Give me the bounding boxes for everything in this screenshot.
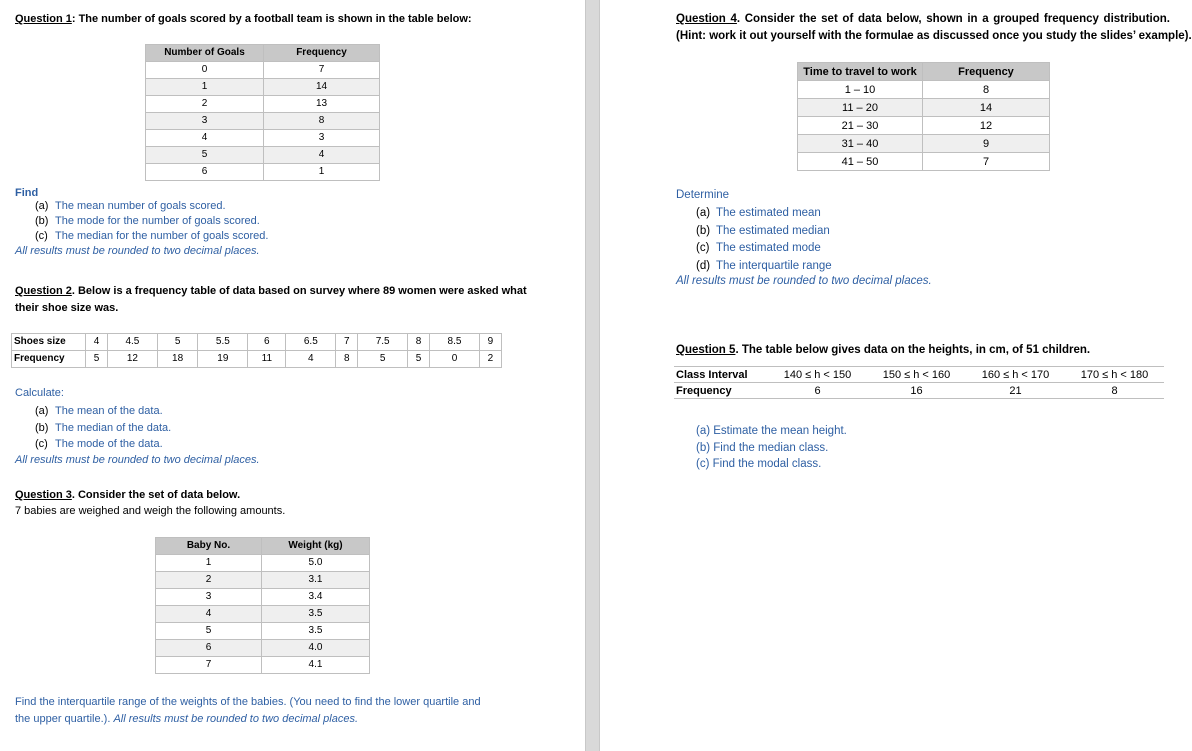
baby-table-cell: 2 — [156, 572, 262, 589]
shoe-size-cell: 9 — [479, 334, 501, 351]
weight-header: Weight (kg) — [262, 538, 370, 555]
q4-item-b: (b) The estimated median — [696, 224, 830, 237]
left-page — [0, 0, 585, 751]
goals-table-cell: 3 — [264, 130, 380, 147]
q2-item-a: (a) The mean of the data. — [35, 405, 163, 417]
goals-header: Number of Goals — [146, 45, 264, 62]
baby-table-cell: 1 — [156, 555, 262, 572]
q3-task-line1: Find the interquartile range of the weights of the babies. (You need to find the lower quartile and — [15, 696, 481, 708]
q1-item-c: (c) The median for the number of goals scored. — [35, 230, 269, 242]
goals-table-row — [146, 164, 380, 181]
goals-table-row — [146, 113, 380, 130]
q1-item-b: (b) The mode for the number of goals scored. — [35, 215, 260, 227]
q4-item-c: (c) The estimated mode — [696, 242, 821, 254]
shoe-size-cell: 4 — [86, 334, 108, 351]
travel-time-table — [797, 62, 1050, 171]
travel-frequency-header: Frequency — [923, 63, 1050, 81]
q4-items — [696, 205, 832, 275]
shoes-size-label: Shoes size — [12, 334, 86, 351]
travel-table-row — [798, 99, 1050, 117]
q1-heading — [15, 12, 472, 26]
q1-find-label: Find — [15, 187, 39, 199]
travel-table-cell: 41 – 50 — [798, 153, 923, 171]
q2-text-line2: their shoe size was. — [15, 302, 119, 314]
q2-note: All results must be rounded to two decimal places. — [15, 454, 260, 466]
travel-table-cell: 7 — [923, 153, 1050, 171]
baby-weight-table — [155, 537, 370, 674]
goals-table-cell: 3 — [146, 113, 264, 130]
baby-table-row — [156, 572, 370, 589]
class-interval-label: Class Interval — [674, 367, 768, 383]
shoe-size-cell: 7.5 — [358, 334, 408, 351]
shoe-frequency-cell: 18 — [157, 351, 198, 368]
baby-table-cell: 3 — [156, 589, 262, 606]
baby-table-cell: 5.0 — [262, 555, 370, 572]
shoe-size-cell: 8 — [408, 334, 430, 351]
page-gutter — [585, 0, 600, 751]
baby-table-cell: 6 — [156, 640, 262, 657]
q2-number: Question 2 — [15, 285, 72, 297]
goals-table — [145, 44, 380, 181]
travel-table-cell: 9 — [923, 135, 1050, 153]
shoe-size-cell: 5.5 — [198, 334, 248, 351]
q4-text: . Consider the set of data below, shown in a grouped frequency distribution. — [736, 13, 1170, 25]
travel-table-row — [798, 81, 1050, 99]
travel-table-row — [798, 153, 1050, 171]
q3-text-line2: 7 babies are weighed and weigh the following amounts. — [15, 505, 286, 517]
travel-table-cell: 14 — [923, 99, 1050, 117]
travel-table-cell: 11 – 20 — [798, 99, 923, 117]
q4-item-d: (d) The interquartile range — [696, 259, 832, 272]
q4-determine-label: Determine — [676, 189, 730, 201]
baby-table-cell: 4.1 — [262, 657, 370, 674]
shoe-size-table — [11, 333, 502, 368]
baby-no-header: Baby No. — [156, 538, 262, 555]
q2-text: . Below is a frequency table of data based on survey where 89 women were asked what — [71, 285, 527, 297]
baby-table-row — [156, 589, 370, 606]
q4-text-line2: (Hint: work it out yourself with the formulae as discussed once you study the slides’ example). — [676, 30, 1192, 42]
goals-table-row — [146, 130, 380, 147]
frequency-header: Frequency — [264, 45, 380, 62]
q1-note: All results must be rounded to two decimal places. — [15, 245, 260, 257]
shoe-frequency-cell: 8 — [336, 351, 358, 368]
q5-text: . The table below gives data on the heights, in cm, of 51 children. — [735, 344, 1091, 356]
class-interval-cell: 170 ≤ h < 180 — [1065, 367, 1164, 383]
q2-heading — [15, 284, 527, 298]
q2-item-c: (c) The mode of the data. — [35, 438, 163, 450]
baby-table-row — [156, 657, 370, 674]
q5-heading — [676, 343, 1090, 357]
shoe-size-cell: 6 — [248, 334, 286, 351]
shoe-frequency-cell: 12 — [107, 351, 157, 368]
shoe-frequency-cell: 5 — [358, 351, 408, 368]
shoe-frequency-cell: 4 — [286, 351, 336, 368]
goals-table-cell: 4 — [146, 130, 264, 147]
right-page — [600, 0, 1192, 751]
shoe-size-cell: 4.5 — [107, 334, 157, 351]
q3-number: Question 3 — [15, 489, 72, 501]
baby-table-cell: 3.4 — [262, 589, 370, 606]
q4-number: Question 4 — [676, 13, 737, 25]
travel-table-cell: 31 – 40 — [798, 135, 923, 153]
heights-table — [674, 366, 1164, 399]
shoe-frequency-cell: 0 — [430, 351, 480, 368]
goals-table-row — [146, 96, 380, 113]
q5-number: Question 5 — [676, 344, 736, 356]
goals-table-cell: 0 — [146, 62, 264, 79]
q5-item-a: (a) Estimate the mean height. — [696, 425, 847, 437]
shoe-frequency-cell: 2 — [479, 351, 501, 368]
class-interval-cell: 140 ≤ h < 150 — [768, 367, 867, 383]
q2-calculate-label: Calculate: — [15, 387, 64, 399]
shoe-frequency-cell: 5 — [408, 351, 430, 368]
q1-text: : The number of goals scored by a football team is shown in the table below: — [71, 13, 472, 25]
q4-note: All results must be rounded to two decimal places. — [676, 275, 932, 287]
shoe-size-cell: 8.5 — [430, 334, 480, 351]
shoes-frequency-label: Frequency — [12, 351, 86, 368]
shoe-size-cell: 6.5 — [286, 334, 336, 351]
baby-table-cell: 3.5 — [262, 606, 370, 623]
goals-table-cell: 4 — [264, 147, 380, 164]
q4-item-a: (a) The estimated mean — [696, 207, 821, 219]
q5-item-c: (c) Find the modal class. — [696, 458, 822, 470]
goals-table-cell: 6 — [146, 164, 264, 181]
travel-table-cell: 8 — [923, 81, 1050, 99]
q5-items — [696, 423, 847, 473]
height-frequency-cell: 21 — [966, 383, 1065, 399]
baby-table-row — [156, 555, 370, 572]
class-interval-cell: 150 ≤ h < 160 — [867, 367, 966, 383]
q2-items — [35, 403, 171, 453]
goals-table-cell: 8 — [264, 113, 380, 130]
travel-time-header: Time to travel to work — [798, 63, 923, 81]
baby-table-row — [156, 623, 370, 640]
goals-table-row — [146, 62, 380, 79]
q3-text: . Consider the set of data below. — [71, 489, 241, 501]
baby-table-row — [156, 606, 370, 623]
baby-table-cell: 3.1 — [262, 572, 370, 589]
height-frequency-cell: 6 — [768, 383, 867, 399]
goals-table-cell: 2 — [146, 96, 264, 113]
baby-table-cell: 3.5 — [262, 623, 370, 640]
goals-table-cell: 1 — [146, 79, 264, 96]
travel-table-row — [798, 135, 1050, 153]
q2-item-b: (b) The median of the data. — [35, 421, 172, 434]
q4-heading — [676, 12, 1170, 26]
shoe-frequency-cell: 5 — [86, 351, 108, 368]
travel-table-row — [798, 117, 1050, 135]
q3-task-line2: the upper quartile.). All results must be rounded to two decimal places. — [15, 713, 359, 725]
baby-table-cell: 4 — [156, 606, 262, 623]
baby-table-cell: 5 — [156, 623, 262, 640]
q3-task — [15, 694, 481, 728]
class-interval-cell: 160 ≤ h < 170 — [966, 367, 1065, 383]
q5-item-b: (b) Find the median class. — [696, 441, 829, 454]
shoe-frequency-cell: 19 — [198, 351, 248, 368]
goals-table-cell: 1 — [264, 164, 380, 181]
height-frequency-cell: 8 — [1065, 383, 1164, 399]
shoe-size-cell: 7 — [336, 334, 358, 351]
goals-table-row — [146, 79, 380, 96]
goals-table-cell: 14 — [264, 79, 380, 96]
goals-table-cell: 7 — [264, 62, 380, 79]
goals-table-cell: 13 — [264, 96, 380, 113]
q1-item-a: (a) The mean number of goals scored. — [35, 200, 226, 212]
goals-table-row — [146, 147, 380, 164]
heights-frequency-label: Frequency — [674, 383, 768, 399]
height-frequency-cell: 16 — [867, 383, 966, 399]
travel-table-cell: 21 – 30 — [798, 117, 923, 135]
q1-items — [35, 199, 268, 244]
q3-heading — [15, 488, 240, 502]
q1-number: Question 1 — [15, 13, 72, 25]
baby-table-row — [156, 640, 370, 657]
shoe-frequency-cell: 11 — [248, 351, 286, 368]
shoe-size-cell: 5 — [157, 334, 198, 351]
baby-table-cell: 4.0 — [262, 640, 370, 657]
goals-table-cell: 5 — [146, 147, 264, 164]
travel-table-cell: 12 — [923, 117, 1050, 135]
baby-table-cell: 7 — [156, 657, 262, 674]
travel-table-cell: 1 – 10 — [798, 81, 923, 99]
